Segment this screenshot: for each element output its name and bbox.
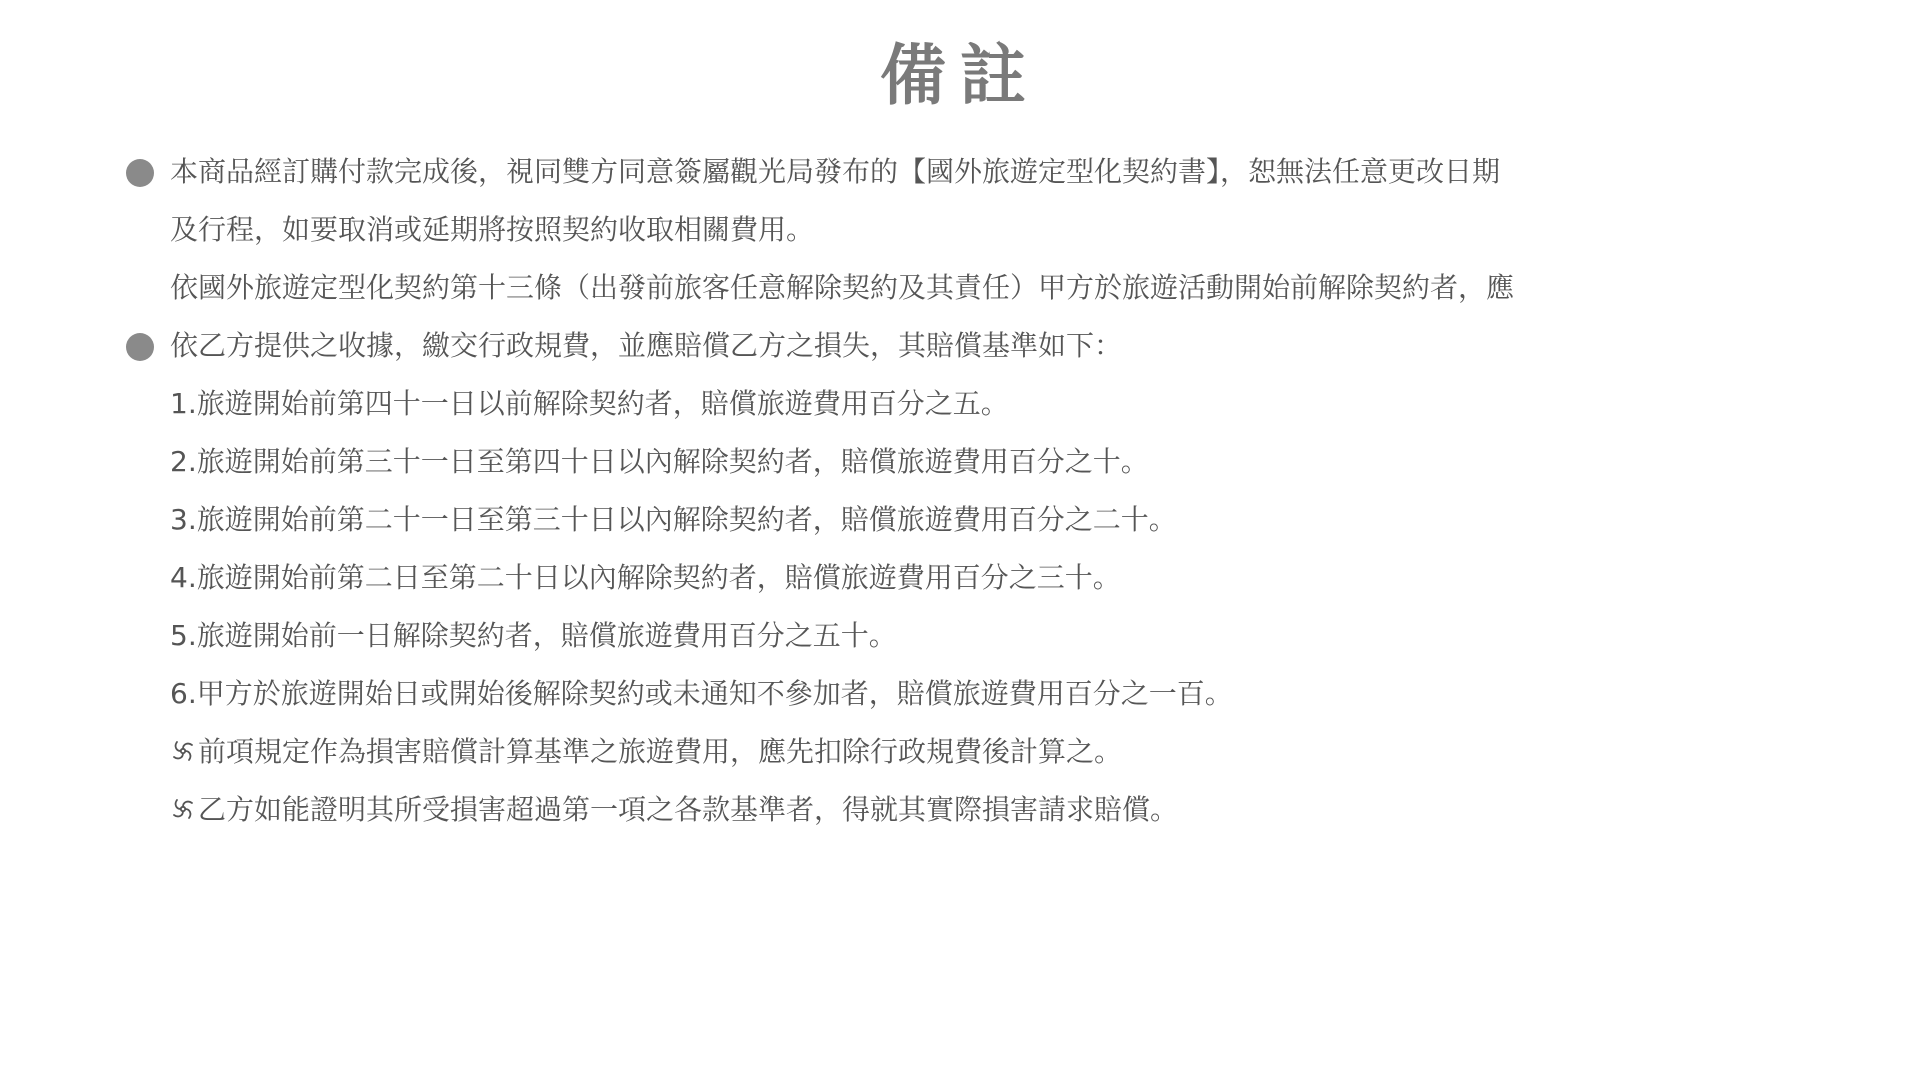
note-line-4: [126, 317, 1746, 375]
note-text: 3.旅遊開始前第二十一日至第三十日以內解除契約者，賠償旅遊費用百分之二十。: [170, 503, 1177, 536]
note-line-10: [126, 665, 1746, 723]
note-line-2: [126, 201, 1746, 259]
note-text: 6.甲方於旅遊開始日或開始後解除契約或未通知不參加者，賠償旅遊費用百分之一百。: [170, 677, 1233, 710]
note-text: 4.旅遊開始前第二日至第二十日以內解除契約者，賠償旅遊費用百分之三十。: [170, 561, 1121, 594]
note-line-12: [126, 781, 1746, 839]
note-text: 乙方如能證明其所受損害超過第一項之各款基準者，得就其實際損害請求賠償。: [198, 793, 1179, 826]
bullet-icon: [126, 333, 154, 361]
notes-list: [126, 143, 1746, 839]
note-text: 及行程，如要取消或延期將按照契約收取相關費用。: [170, 213, 815, 246]
note-line-8: [126, 549, 1746, 607]
note-text: 依國外旅遊定型化契約第十三條（出發前旅客任意解除契約及其責任）甲方於旅遊活動開始前解除契約者，應: [170, 271, 1515, 304]
note-text: 本商品經訂購付款完成後，視同雙方同意簽屬觀光局發布的【國外旅遊定型化契約書】，恕無法任意更改日期: [170, 155, 1501, 188]
bullet-icon: [126, 159, 154, 187]
swirl-icon: [170, 738, 196, 764]
note-text: 1.旅遊開始前第四十一日以前解除契約者，賠償旅遊費用百分之五。: [170, 387, 1009, 420]
note-line-3: [126, 259, 1746, 317]
note-line-5: [126, 375, 1746, 433]
note-line-11: [126, 723, 1746, 781]
note-line-7: [126, 491, 1746, 549]
note-text: 依乙方提供之收據，繳交行政規費，並應賠償乙方之損失，其賠償基準如下：: [170, 329, 1123, 362]
note-line-9: [126, 607, 1746, 665]
note-line-1: [126, 143, 1746, 201]
note-text: 2.旅遊開始前第三十一日至第四十日以內解除契約者，賠償旅遊費用百分之十。: [170, 445, 1149, 478]
note-line-6: [126, 433, 1746, 491]
note-text: 5.旅遊開始前一日解除契約者，賠償旅遊費用百分之五十。: [170, 619, 897, 652]
page-title: 備註: [880, 36, 1040, 114]
swirl-icon: [170, 796, 196, 822]
note-text: 前項規定作為損害賠償計算基準之旅遊費用，應先扣除行政規費後計算之。: [198, 735, 1123, 768]
